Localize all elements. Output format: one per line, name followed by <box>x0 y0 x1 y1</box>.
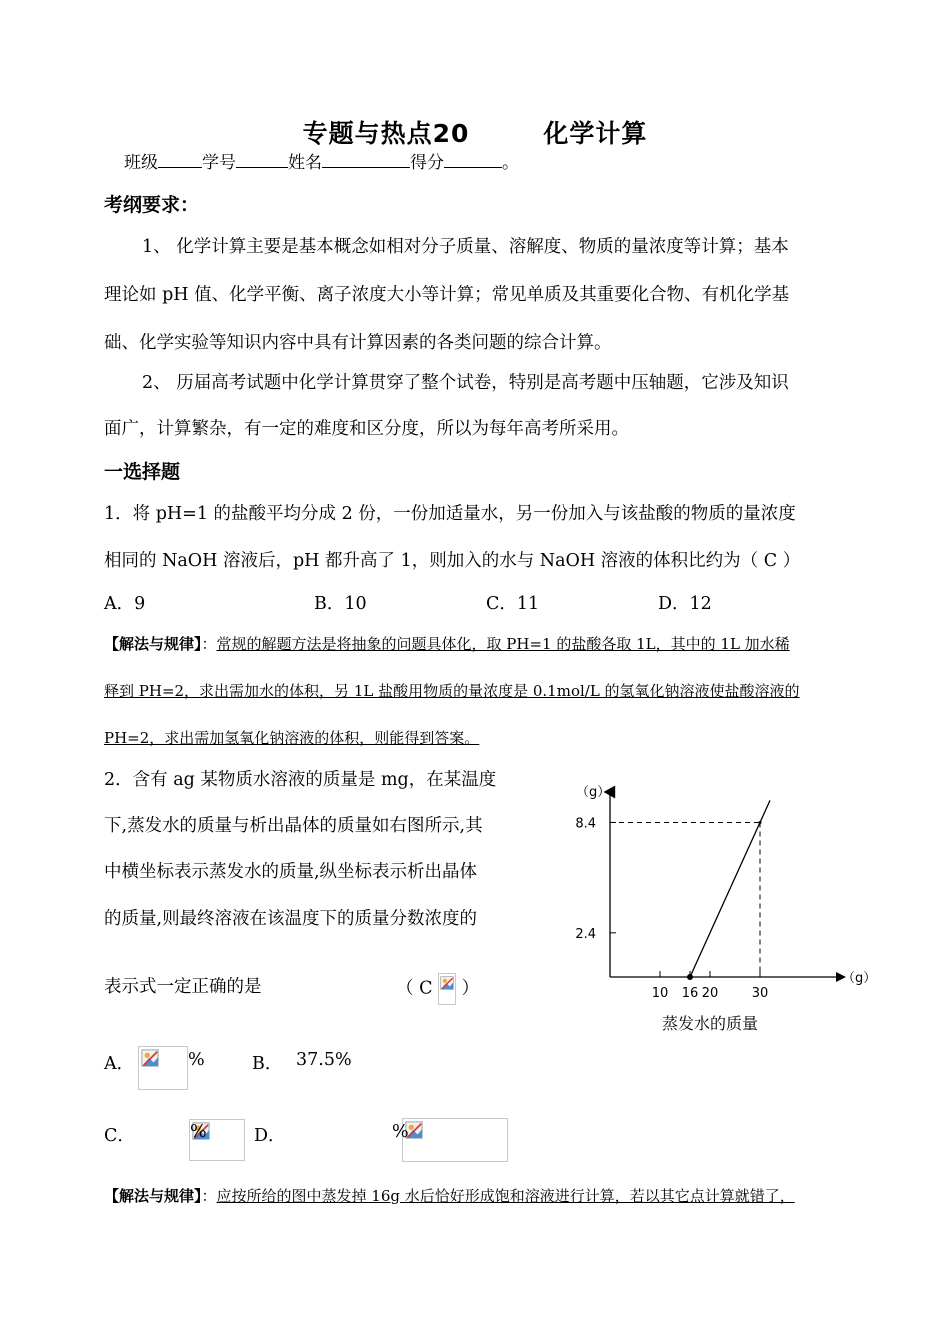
y-tick-label: 8.4 <box>575 816 596 832</box>
x-tick-label: 16 <box>681 986 699 1001</box>
q2-method-colon: ： <box>201 1187 217 1205</box>
page-title <box>0 114 950 150</box>
series-data-point <box>759 821 762 824</box>
q2-method-label: 【解法与规律】 <box>104 1187 202 1205</box>
q2-answer-open: （ C <box>396 978 433 999</box>
id-label: 学号 <box>202 153 236 173</box>
q2-option-a-label: A． <box>104 1054 135 1074</box>
info-end: 。 <box>502 153 519 173</box>
q2-answer-close: ） <box>461 978 480 999</box>
q1-option-d: D．12 <box>658 594 712 614</box>
x-tick-label: 30 <box>751 986 769 1001</box>
q2-option-c-label: C． <box>104 1126 135 1146</box>
chart-series <box>687 800 770 980</box>
q1-method-label: 【解法与规律】 <box>104 635 202 653</box>
q2-option-a-percent: % <box>188 1050 205 1070</box>
syllabus-item1-line3: 础、化学实验等知识内容中具有计算因素的各类问题的综合计算。 <box>104 333 612 353</box>
y-tick-label: 2.4 <box>575 926 596 942</box>
q1-option-a: A．9 <box>104 594 146 614</box>
score-blank[interactable] <box>444 153 502 168</box>
q2-line2: 下,蒸发水的质量与析出晶体的质量如右图所示,其 <box>104 816 483 836</box>
x-axis-title: 蒸发水的质量 <box>661 1014 759 1033</box>
series-line <box>690 800 770 977</box>
q2-option-c-percent: % <box>190 1122 207 1142</box>
title-sub: 化学计算 <box>543 119 648 148</box>
q1-line2: 相同的 NaOH 溶液后，pH 都升高了 1，则加入的水与 NaOH 溶液的体积比约为（ C ） <box>104 551 801 571</box>
answer-formula-image <box>438 973 456 1005</box>
q1-method-line3: PH=2，求出需加氢氧化钠溶液的体积，则能得到答案。 <box>104 729 480 747</box>
q1-method-text1: 常规的解题方法是将抽象的问题具体化，取 PH=1 的盐酸各取 1L，其中的 1L 加水稀 <box>216 635 790 653</box>
q1-option-b: B．10 <box>314 594 367 614</box>
q2-option-b-value: 37.5% <box>296 1050 352 1070</box>
name-blank[interactable] <box>322 153 410 168</box>
q1-method-line2: 释到 PH=2，求出需加水的体积，另 1L 盐酸用物质的量浓度是 0.1mol/L 的氢氧化钠溶液使盐酸溶液的 <box>104 682 800 700</box>
broken-image-icon <box>141 1049 159 1067</box>
q2-answer <box>396 973 479 1005</box>
q2-method-text: 应按所给的图中蒸发掉 16g 水后恰好形成饱和溶液进行计算，若以其它点计算就错了， <box>216 1187 795 1205</box>
series-start-point <box>687 974 693 980</box>
score-label: 得分 <box>410 153 444 173</box>
y-unit-label: （g） <box>576 785 611 800</box>
x-unit-label: （g） <box>842 971 877 986</box>
q1-line1: 1．将 pH=1 的盐酸平均分成 2 份，一份加适量水，另一份加入与该盐酸的物质的量浓度 <box>104 504 796 524</box>
q1-method-colon: ： <box>201 635 217 653</box>
chart-guide-lines <box>610 822 760 977</box>
title-main: 专题与热点20 <box>302 119 470 148</box>
syllabus-item1-line2: 理论如 pH 值、化学平衡、离子浓度大小等计算；常见单质及其重要化合物、有机化学基 <box>104 285 790 305</box>
syllabus-item2-line2: 面广，计算繁杂，有一定的难度和区分度，所以为每年高考所采用。 <box>104 419 629 439</box>
q2-line5: 表示式一定正确的是 <box>104 977 262 997</box>
q2-method-line1 <box>104 1185 795 1206</box>
q2-option-d-percent: % <box>392 1122 409 1142</box>
q1-option-c: C．11 <box>486 594 540 614</box>
syllabus-item2-line1: 2、 历届高考试题中化学计算贯穿了整个试卷，特别是高考题中压轴题，它涉及知识 <box>142 373 789 393</box>
chart-axes <box>610 792 846 982</box>
section-choice-heading: 一选择题 <box>104 461 181 483</box>
syllabus-heading: 考纲要求： <box>104 194 200 216</box>
crystal-evaporation-chart <box>560 778 877 1040</box>
id-blank[interactable] <box>236 153 288 168</box>
x-tick-label: 20 <box>701 986 719 1001</box>
q2-option-a-formula-image <box>138 1046 188 1090</box>
student-info-line <box>124 148 519 173</box>
q2-line1: 2．含有 ag 某物质水溶液的质量是 mg，在某温度 <box>104 770 497 790</box>
class-label: 班级 <box>124 153 158 173</box>
q2-option-d-formula-image <box>402 1118 508 1162</box>
broken-image-icon <box>440 976 454 990</box>
name-label: 姓名 <box>288 153 322 173</box>
q1-method-line1 <box>104 633 790 654</box>
class-blank[interactable] <box>158 153 202 168</box>
x-tick-label: 10 <box>651 986 669 1001</box>
syllabus-item1-line1: 1、 化学计算主要是基本概念如相对分子质量、溶解度、物质的量浓度等计算；基本 <box>142 237 789 257</box>
q2-line4: 的质量,则最终溶液在该温度下的质量分数浓度的 <box>104 909 478 929</box>
q2-option-b-label: B． <box>252 1054 283 1074</box>
q2-line3: 中横坐标表示蒸发水的质量,纵坐标表示析出晶体 <box>104 862 478 882</box>
q2-option-d-label: D． <box>254 1126 286 1146</box>
